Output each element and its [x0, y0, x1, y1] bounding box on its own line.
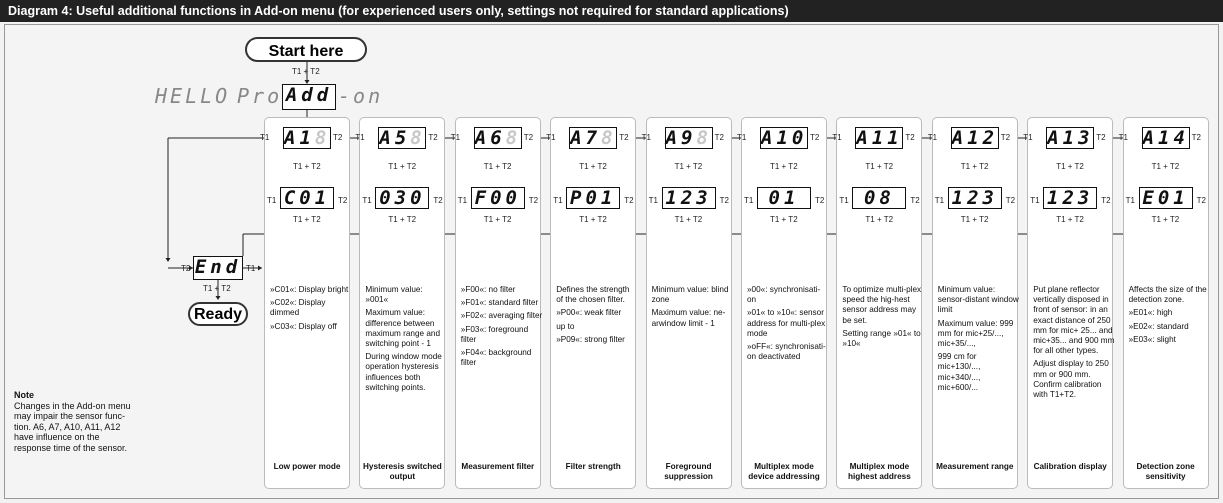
value-t1-label: T1 [362, 196, 372, 205]
value-key-label: T1 + T2 [1151, 215, 1180, 224]
description-paragraph: »C03«: Display off [270, 321, 337, 331]
function-value-display: 123 [662, 187, 716, 209]
function-code-ghost-digit: 8 [410, 127, 426, 149]
value-key-label: T1 + T2 [865, 215, 894, 224]
function-code-text: A13 [1047, 127, 1094, 149]
value-t2-label: T2 [528, 196, 539, 205]
code-key-label: T1 + T2 [483, 162, 512, 171]
function-code-display [665, 127, 713, 149]
function-value-display: 030 [375, 187, 429, 209]
description-paragraph: »C02«: Display dimmed [270, 298, 326, 318]
description-paragraph: 999 cm for mic+130/..., mic+340/..., mic+600/... [937, 352, 981, 392]
arrow-head [166, 258, 171, 262]
value-key-label: T1 + T2 [960, 215, 989, 224]
description-paragraph: Put plane reflector vertically disposed in front of sensor: in an exact distance of 250 mm for mic+ 25... and mic+35... and 900 mm for all other types. [1033, 285, 1115, 356]
function-description [938, 285, 1020, 396]
description-paragraph: »00«: synchronisati-on [747, 285, 821, 305]
function-title: Multiplex mode highest address [847, 462, 911, 481]
function-value-display: 123 [948, 187, 1002, 209]
value-key-label: T1 + T2 [770, 215, 798, 224]
code-t1-label: T1 [1023, 133, 1033, 142]
end-key-label: T1 + T2 [203, 284, 231, 293]
code-t2-label: T2 [1000, 133, 1011, 142]
value-t2-label: T2 [815, 196, 825, 205]
end-t1-label: T1 [246, 264, 256, 273]
code-t1-label: T1 [1118, 133, 1128, 142]
description-paragraph: »P00«: weak filter [556, 308, 622, 318]
description-paragraph: »E01«: high [1128, 308, 1173, 318]
add-on-display: Add [282, 84, 336, 110]
function-title: Foreground suppression [664, 462, 713, 481]
value-key-label: T1 + T2 [293, 215, 321, 224]
function-code-text: A11 [856, 127, 903, 149]
function-description [1033, 285, 1115, 403]
on-display-text: -on [338, 84, 384, 108]
code-t1-label: T1 [737, 133, 747, 142]
function-title: Detection zone sensitivity [1136, 462, 1195, 481]
start-here-node: Start here [245, 37, 367, 62]
function-code-display [760, 127, 808, 149]
code-t1-label: T1 [355, 133, 365, 142]
description-paragraph: »F01«: standard filter [460, 298, 539, 308]
description-paragraph: Defines the strength of the chosen filter. [556, 285, 630, 305]
code-key-label: T1 + T2 [579, 162, 607, 171]
code-key-label: T1 + T2 [770, 162, 798, 171]
note-block [14, 390, 139, 453]
description-paragraph: Affects the size of the detection zone. [1128, 285, 1207, 305]
code-t2-label: T2 [523, 133, 534, 142]
value-t2-label: T2 [624, 196, 634, 205]
description-paragraph: »E03«: slight [1128, 334, 1176, 344]
code-t2-label: T2 [1191, 133, 1201, 142]
function-value-display: C01 [280, 187, 334, 209]
description-paragraph: To optimize multi-plex speed the hig-hest sensor address may be set. [842, 285, 922, 325]
value-t2-label: T2 [1005, 196, 1016, 205]
code-t1-label: T1 [546, 133, 556, 142]
code-t1-label: T1 [832, 133, 842, 142]
code-key-label: T1 + T2 [1056, 162, 1084, 171]
code-t2-label: T2 [333, 133, 343, 142]
description-paragraph: Minimum value: blind zone [651, 285, 729, 305]
function-code-text: A12 [951, 127, 999, 149]
description-paragraph: Minimum value: »001« [365, 285, 423, 305]
description-paragraph: Maximum value: ne-arwindow limit - 1 [651, 308, 726, 328]
ready-node: Ready [188, 302, 248, 326]
code-key-label: T1 + T2 [674, 162, 703, 171]
value-t1-label: T1 [553, 196, 563, 205]
function-code-display [1142, 127, 1190, 149]
value-t1-label: T1 [839, 196, 849, 205]
description-paragraph: »E02«: standard [1128, 321, 1189, 331]
code-key-label: T1 + T2 [293, 162, 321, 171]
function-title: Measurement filter [461, 462, 535, 471]
function-title: Hysteresis switched output [363, 462, 442, 481]
value-t1-label: T1 [1030, 196, 1040, 205]
function-value-display: F00 [471, 187, 525, 209]
code-key-label: T1 + T2 [960, 162, 989, 171]
description-paragraph: Setting range »01« to »10« [842, 328, 921, 349]
function-code-ghost-digit: 8 [601, 127, 617, 149]
code-t2-label: T2 [619, 133, 629, 142]
function-description [270, 285, 352, 335]
description-paragraph: up to [556, 321, 575, 331]
description-paragraph: Maximum value: difference between maximum range and switching point - 1 [365, 308, 441, 349]
function-code-display [283, 127, 331, 149]
function-code-ghost-digit: 8 [696, 127, 712, 149]
function-title: Calibration display [1033, 462, 1107, 471]
function-value-display: 01 [757, 187, 811, 209]
function-title: Low power mode [273, 462, 341, 471]
description-paragraph: »C01«: Display bright [270, 285, 349, 294]
description-paragraph: »P09«: strong filter [556, 334, 625, 344]
end-t2-label: T2 [181, 264, 191, 273]
hello-display-text: HELLO [155, 84, 231, 108]
value-t1-label: T1 [744, 196, 754, 205]
function-title: Measurement range [936, 462, 1014, 471]
value-key-label: T1 + T2 [579, 215, 607, 224]
function-code-display [474, 127, 522, 149]
code-t1-label: T1 [927, 133, 938, 142]
note-heading: Note [14, 390, 34, 400]
function-code-display [569, 127, 617, 149]
function-code-text: A10 [761, 127, 808, 149]
value-key-label: T1 + T2 [674, 215, 703, 224]
arrow-head [258, 266, 262, 271]
function-code-display [1046, 127, 1094, 149]
function-title: Filter strength [565, 462, 621, 471]
value-t1-label: T1 [457, 196, 468, 205]
code-t1-label: T1 [260, 133, 270, 142]
code-t1-label: T1 [450, 133, 461, 142]
function-code-ghost-digit: 8 [505, 127, 522, 149]
function-code-text: A9 [665, 127, 697, 149]
description-paragraph: »F03«: foreground filter [460, 324, 529, 344]
code-t2-label: T2 [714, 133, 724, 142]
arrow-head [216, 296, 221, 300]
value-t1-label: T1 [934, 196, 945, 205]
description-paragraph: »F02«: averaging filter [460, 311, 543, 321]
function-code-text: A5 [379, 127, 411, 149]
code-t1-label: T1 [641, 133, 651, 142]
value-t1-label: T1 [267, 196, 277, 205]
value-t2-label: T2 [1101, 196, 1111, 205]
function-code-text: A7 [570, 127, 602, 149]
pro-display-text: Pro [237, 84, 283, 108]
description-paragraph: During window mode operation hysteresis influences both switching points. [365, 352, 442, 392]
function-title: Multiplex mode device addressing [748, 462, 820, 481]
description-paragraph: »F04«: background filter [460, 348, 532, 368]
diagram-title: Diagram 4: Useful additional functions in Add-on menu (for experienced users only, settings not required for standard applications) [0, 0, 1223, 22]
function-value-display: 08 [852, 187, 906, 209]
value-key-label: T1 + T2 [388, 215, 417, 224]
description-paragraph: »oFF«: synchronisati-on deactivated [747, 342, 826, 362]
function-code-text: A1 [284, 127, 315, 149]
function-code-text: A6 [474, 127, 506, 149]
value-t2-label: T2 [433, 196, 443, 205]
function-description [747, 285, 829, 365]
function-description [1129, 285, 1211, 348]
function-code-text: A14 [1142, 127, 1189, 149]
value-t2-label: T2 [910, 196, 920, 205]
code-t2-label: T2 [905, 133, 915, 142]
function-value-display: P01 [566, 187, 620, 209]
function-description [556, 285, 638, 348]
function-description [652, 285, 734, 332]
code-t2-label: T2 [1096, 133, 1106, 142]
value-t1-label: T1 [1125, 196, 1135, 205]
function-code-display [951, 127, 999, 149]
value-key-label: T1 + T2 [483, 215, 512, 224]
value-t2-label: T2 [719, 196, 729, 205]
value-t2-label: T2 [1196, 196, 1206, 205]
function-code-display [378, 127, 426, 149]
description-paragraph: »01« to »10«: sensor address for multi-plex mode [747, 308, 826, 338]
value-t2-label: T2 [338, 196, 348, 205]
code-key-label: T1 + T2 [1151, 162, 1180, 171]
end-display: End [194, 256, 242, 278]
value-key-label: T1 + T2 [1056, 215, 1084, 224]
function-code-ghost-digit: 8 [314, 127, 331, 149]
description-paragraph: Minimum value: sensor-distant window limit [937, 285, 1019, 315]
description-paragraph: Adjust display to 250 mm or 900 mm. Confirm calibration with T1+T2. [1033, 359, 1109, 400]
function-value-display: 123 [1043, 187, 1097, 209]
code-t2-label: T2 [428, 133, 438, 142]
function-value-display: E01 [1139, 187, 1193, 209]
function-description [365, 285, 447, 396]
code-key-label: T1 + T2 [865, 162, 894, 171]
code-t2-label: T2 [810, 133, 820, 142]
code-key-label: T1 + T2 [388, 162, 417, 171]
description-paragraph: »F00«: no filter [460, 285, 516, 294]
function-code-display [855, 127, 903, 149]
description-paragraph: Maximum value: 999 mm for mic+25/..., mic+35/..., [937, 318, 1014, 349]
function-description [842, 285, 924, 352]
note-text: Changes in the Add-on menu may impair the sensor func-tion. A6, A7, A10, A11, A12 have influence on the response time of the sensor. [14, 400, 131, 453]
start-key-label: T1 + T2 [292, 67, 320, 76]
value-t1-label: T1 [648, 196, 658, 205]
function-description [461, 285, 543, 371]
